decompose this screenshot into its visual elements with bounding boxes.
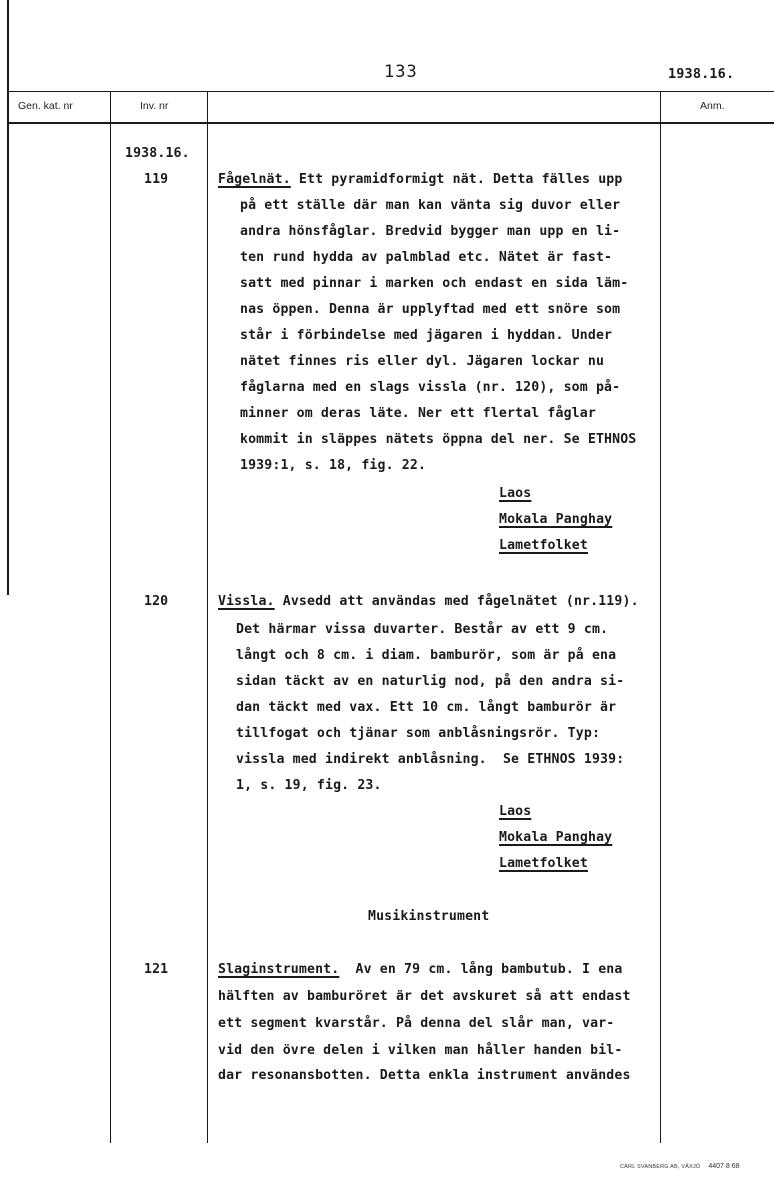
- location-people: Lametfolket: [499, 856, 588, 871]
- entry-text-line: 1, s. 19, fig. 23.: [236, 778, 382, 793]
- entry-text-line: andra hönsfåglar. Bredvid bygger man upp en li-: [240, 224, 621, 239]
- column-header-inv-nr: Inv. nr: [140, 100, 169, 112]
- entry-first-line: [218, 957, 622, 983]
- header-top-rule: [7, 91, 774, 92]
- entry-title: Slaginstrument.: [218, 962, 340, 977]
- header-bottom-rule: [7, 122, 774, 124]
- entry-text-line: långt och 8 cm. i diam. bamburör, som är på ena: [236, 648, 617, 663]
- entry-text: Av en 79 cm. lång bambutub. I ena: [339, 962, 623, 977]
- anm-column-rule: [660, 91, 661, 1143]
- location-place: Mokala Panghay: [499, 512, 613, 527]
- entry-first-line: [218, 167, 622, 193]
- location-country: Laos: [499, 804, 532, 819]
- entry-text-line: Det härmar vissa duvarter. Består av ett 9 cm.: [236, 622, 609, 637]
- entry-text-line: hälften av bamburöret är det avskuret så att endast: [218, 989, 631, 1004]
- page-number: 133: [384, 62, 418, 82]
- inv-column-rule: [110, 91, 111, 1143]
- entry-text-line: fåglarna med en slags vissla (nr. 120), som på-: [240, 380, 621, 395]
- column-header-gen-kat-nr: Gen. kat. nr: [18, 100, 73, 112]
- entry-text-line: vissla med indirekt anblåsning. Se ETHNOS 1939:: [236, 752, 625, 767]
- group-label: 1938.16.: [125, 146, 190, 161]
- printer-imprint: [620, 1163, 740, 1170]
- location-place: Mokala Panghay: [499, 830, 613, 845]
- entry-text: Avsedd att användas med fågelnätet (nr.119).: [274, 594, 639, 609]
- entry-title: Vissla.: [218, 594, 275, 609]
- column-header-anm: Anm.: [700, 100, 725, 112]
- section-heading: Musikinstrument: [368, 909, 490, 924]
- entry-text-line: sidan täckt av en naturlig nod, på den andra si-: [236, 674, 625, 689]
- entry-text-line: nas öppen. Denna är upplyftad med ett snöre som: [240, 302, 621, 317]
- entry-text-line: satt med pinnar i marken och endast en sida läm-: [240, 276, 629, 291]
- entry-title: Fågelnät.: [218, 172, 291, 187]
- entry-text-line: dar resonansbotten. Detta enkla instrument användes: [218, 1068, 631, 1083]
- inventory-number: 120: [144, 594, 169, 609]
- left-margin-rule: [7, 0, 9, 595]
- entry-text-line: ten rund hydda av palmblad etc. Nätet är fast-: [240, 250, 613, 265]
- printer-name: CARL SVANBERG AB, VÄXJÖ: [620, 1164, 701, 1170]
- entry-text-line: 1939:1, s. 18, fig. 22.: [240, 458, 427, 473]
- entry-text-line: på ett ställe där man kan vänta sig duvor eller: [240, 198, 621, 213]
- entry-text: Ett pyramidformigt nät. Detta fälles upp: [290, 172, 623, 187]
- entry-text-line: nätet finnes ris eller dyl. Jägaren lockar nu: [240, 354, 605, 369]
- entry-text-line: minner om deras läte. Ner ett flertal fåglar: [240, 406, 596, 421]
- location-people: Lametfolket: [499, 538, 588, 553]
- entry-text-line: ett segment kvarstår. På denna del slår man, var-: [218, 1016, 615, 1031]
- text-column-rule: [207, 91, 208, 1143]
- entry-text-line: dan täckt med vax. Ett 10 cm. långt bamburör är: [236, 700, 617, 715]
- inventory-number: 119: [144, 172, 169, 187]
- location-country: Laos: [499, 486, 532, 501]
- entry-text-line: kommit in släppes nätets öppna del ner. Se ETHNOS: [240, 432, 637, 447]
- inventory-number: 121: [144, 962, 169, 977]
- entry-text-line: vid den övre delen i vilken man håller handen bil-: [218, 1043, 623, 1058]
- form-code: 4407 8 68: [708, 1163, 740, 1170]
- entry-first-line: [218, 589, 639, 615]
- entry-text-line: står i förbindelse med jägaren i hyddan. Under: [240, 328, 613, 343]
- catalog-reference: 1938.16.: [668, 66, 735, 82]
- entry-text-line: tillfogat och tjänar som anblåsningsrör. Typ:: [236, 726, 601, 741]
